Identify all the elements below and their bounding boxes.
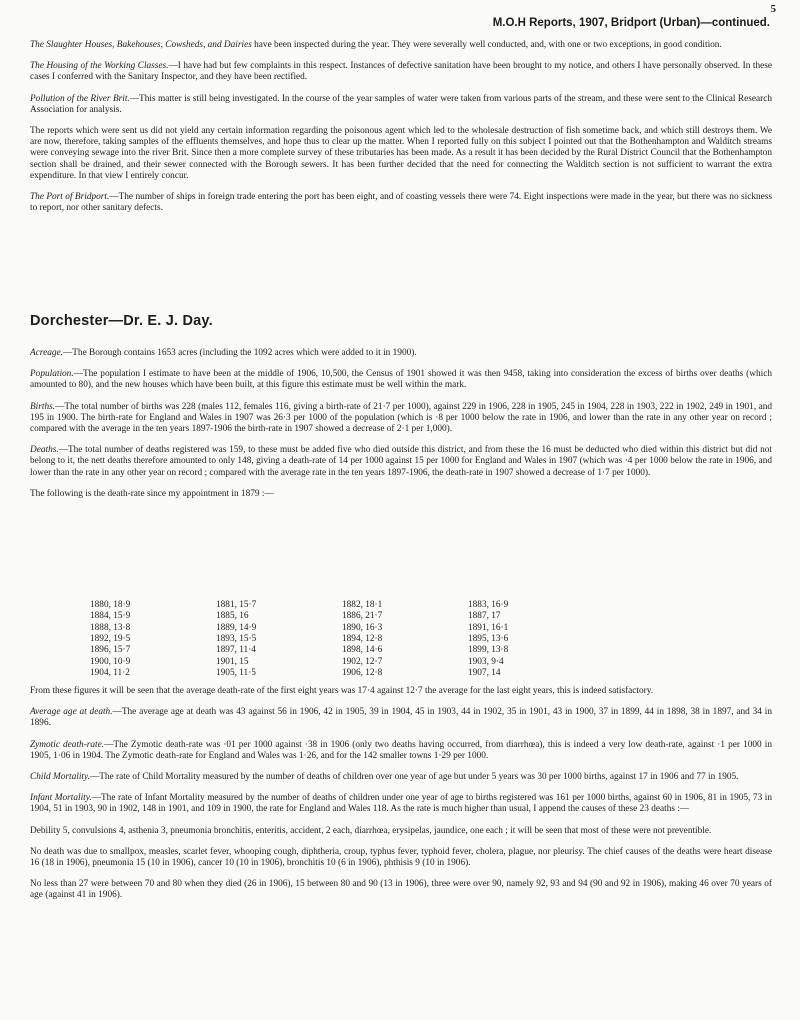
table-cell: 1888, 13·8 [90,622,131,633]
table-cell: 1886, 21·7 [342,611,383,622]
paragraph-average-comparison: From these figures it will be seen that the average death-rate of the first eight years was 17·4 against 12·7 the average for the last eight years, this is indeed satisfactory. [30,686,654,696]
paragraph-infant-mortality: Infant Mortality.—The rate of Infant Mortality measured by the number of deaths of children under one year of age to births registered was 161 per 1000 births, against 60 in 1906, 81 in 1905, 73 in 1904, 51 in 1903, 90 in 1902, 148 in 1901, and 109 in 1900, the rate for England and Wales 118. As the rate is much higher than usual, I append the causes of these 23 deaths :— [30,793,773,815]
table-cell: 1905, 11·5 [216,667,256,678]
running-head: M.O.H Reports, 1907, Bridport (Urban)—continued. [492,17,770,29]
table-cell: 1897, 11·4 [216,645,256,656]
paragraph-deaths: Deaths.—The total number of deaths registered was 159, to these must be added five who died outside this district, and from these the 16 must be deducted who died within this district but did not belong to it, the nett deaths therefore amounted to only 148, giving a death-rate of 14 per 1000 against 15 per 1000 for England and Wales in 1907 (which was ·4 per 1000 below the rate in 1906, and lower than the rate in any other year on record ; compared with the average rate in the ten years 1897-1906, the death-rate in 1907 showed a decrease of 1·7 per 1000). [30,445,772,478]
table-row [90,600,594,611]
table-cell: 1884, 15·9 [90,611,131,622]
table-cell: 1887, 17 [468,611,501,622]
table-cell: 1895, 13·6 [468,633,509,644]
table-cell: 1906, 12·8 [342,667,383,678]
page-number: 5 [770,3,776,15]
table-row [90,668,594,679]
table-cell: 1899, 13·8 [468,645,509,656]
table-cell: 1893, 15·5 [216,633,257,644]
table-cell: 1881, 15·7 [216,600,257,611]
bridport-section [30,40,772,214]
paragraph-elderly: No less than 27 were between 70 and 80 when they died (26 in 1906), 15 between 80 and 90 (13 in 1906), three were over 90, namely 92, 93 and 94 (90 and 92 in 1906), making 46 over 70 years of age (against 41 in 1906). [30,879,772,901]
table-row [90,634,594,645]
death-rate-table-body [90,600,594,679]
paragraph-zymotic: Zymotic death-rate.—The Zymotic death-rate was ·01 per 1000 against ·38 in 1906 (only two deaths having occurred, from diarrhœa), this is indeed a very low death-rate, against ·1 per 1000 in 1905, 1·06 in 1904. The Zymotic death-rate for England and Wales was 1·26, and for the 142 smaller towns 1·29 per 1000. [30,739,772,761]
paragraph-port: The Port of Bridport.—The number of ships in foreign trade entering the port has been eight, and of coasting vessels there were 74. Eight inspections were made in the year, but there was no sickness to report, nor other sanitary defects. [30,192,773,214]
table-row [90,611,594,622]
table-cell: 1901, 15 [216,656,249,667]
table-cell: 1902, 12·7 [342,656,383,667]
paragraph-acreage: Acreage.—The Borough contains 1653 acres (including the 1092 acres which were added to it in 1900). [30,348,417,358]
paragraph-reports: The reports which were sent us did not yield any certain information regarding the poisonous agent which led to the wholesale destruction of fish sometime back, and which still destroys them. We are now, therefore, taking samples of the effluents themselves, and hope thus to clear up the matter. When I reported fully on this subject I pointed out that the Bothenhampton and Walditch streams were conveying sewage into the river Brit. Since then a more complete survey of these tributaries has been made. As a result it has been decided by the Rural District Council that the Bothenhampton section shall be drained, and their sewer connected with the Borough sewers. It has been further decided that the need for connecting the Walditch section is not sufficient to warrant the extra expenditure. In that view I entirely concur. [30,126,772,181]
table-cell: 1882, 18·1 [342,600,383,611]
table-cell: 1894, 12·8 [342,633,383,644]
table-row [90,645,594,656]
dorchester-statistics [30,686,772,902]
table-cell: 1892, 19·5 [90,633,131,644]
table-cell: 1903, 9·4 [468,656,504,667]
paragraph-causes-death: No death was due to smallpox, measles, scarlet fever, whooping cough, diphtheria, croup, typhus fever, typhoid fever, cholera, plague, nor pleurisy. The chief causes of the deaths were heart disease 16 (18 in 1906), pneumonia 15 (10 in 1906), cancer 10 (10 in 1906), bronchitis 10 (6 in 1906), phthisis 9 (10 in 1906). [30,846,772,869]
table-cell: 1891, 16·1 [468,622,509,633]
paragraph-river-pollution: Pollution of the River Brit.—This matter is still being investigated. In the course of the year samples of water were taken from various parts of the stream, and these were sent to the Clinical Research Association for analysis. [30,93,772,115]
table-cell: 1880, 18·9 [90,600,131,611]
section-heading: Dorchester—Dr. E. J. Day. [30,313,213,329]
paragraph-births: Births.—The total number of births was 228 (males 112, females 116, giving a birth-rate of 21·7 per 1000), against 229 in 1906, 228 in 1905, 245 in 1904, 228 in 1903, 222 in 1902, 249 in 1901, and 195 in 1900. The birth-rate for England and Wales in 1907 was 26·3 per 1000 of the population (which is ·8 per 1000 below the rate in 1906, and lower than the rate in any other year on record ; compared with the average in the ten years 1897-1906 the birth-rate in 1907 showed a decrease of 2·1 per 1,000). [30,401,772,435]
table-cell: 1890, 16·3 [342,622,383,633]
table-row [90,656,594,667]
table-cell: 1896, 15·7 [90,645,131,656]
table-cell: 1883, 16·9 [468,600,509,611]
dorchester-section [30,348,772,500]
paragraph-child-mortality: Child Mortality.—The rate of Child Mortality measured by the number of deaths of children over one year of age but under 5 years was 30 per 1000 births, against 17 in 1906 and 77 in 1905. [30,772,739,783]
table-intro: The following is the death-rate since my appointment in 1879 :— [30,488,274,499]
paragraph-population: Population.—The population I estimate to have been at the middle of 1906, 10,500, the Census of 1901 showed it was then 9458, taking into consideration the excess of births over deaths (which amounted to 80), and the new houses which have been built, at this figure this estimate must be well within the mark. [30,369,772,391]
paragraph-average-age: Average age at death.—The average age at death was 43 against 56 in 1906, 42 in 1905, 39 in 1904, 45 in 1903, 44 in 1902, 35 in 1901, 43 in 1900, 37 in 1899, 44 in 1898, 38 in 1897, and 34 in 1896. [30,707,772,729]
table-cell: 1885, 16 [216,611,249,622]
death-rate-table [90,600,594,679]
table-row [90,623,594,634]
table-cell: 1889, 14·9 [216,622,257,633]
paragraph-slaughter-houses: The Slaughter Houses, Bakehouses, Cowsheds, and Dairies have been inspected during the year. They were severally well conducted, and, with one or two exceptions, in good condition. [30,40,722,50]
table-cell: 1904, 11·2 [90,667,130,678]
table-cell: 1900, 10·9 [90,656,131,667]
paragraph-housing: The Housing of the Working Classes.—I have had but few complaints in this respect. Instances of defective sanitation have been brought to my notice, and others I have personally observed. In these cases I conferred with the Sanitary Inspector, and they have been rectified. [30,61,772,83]
table-cell: 1898, 14·6 [342,645,383,656]
paragraph-causes-infant: Debility 5, convulsions 4, asthenia 3, pneumonia bronchitis, enteritis, accident, 2 each, diarrhœa, erysipelas, jaundice, one each ; it will be seen that most of these were not preventible. [30,825,712,836]
table-cell: 1907, 14 [468,667,501,678]
